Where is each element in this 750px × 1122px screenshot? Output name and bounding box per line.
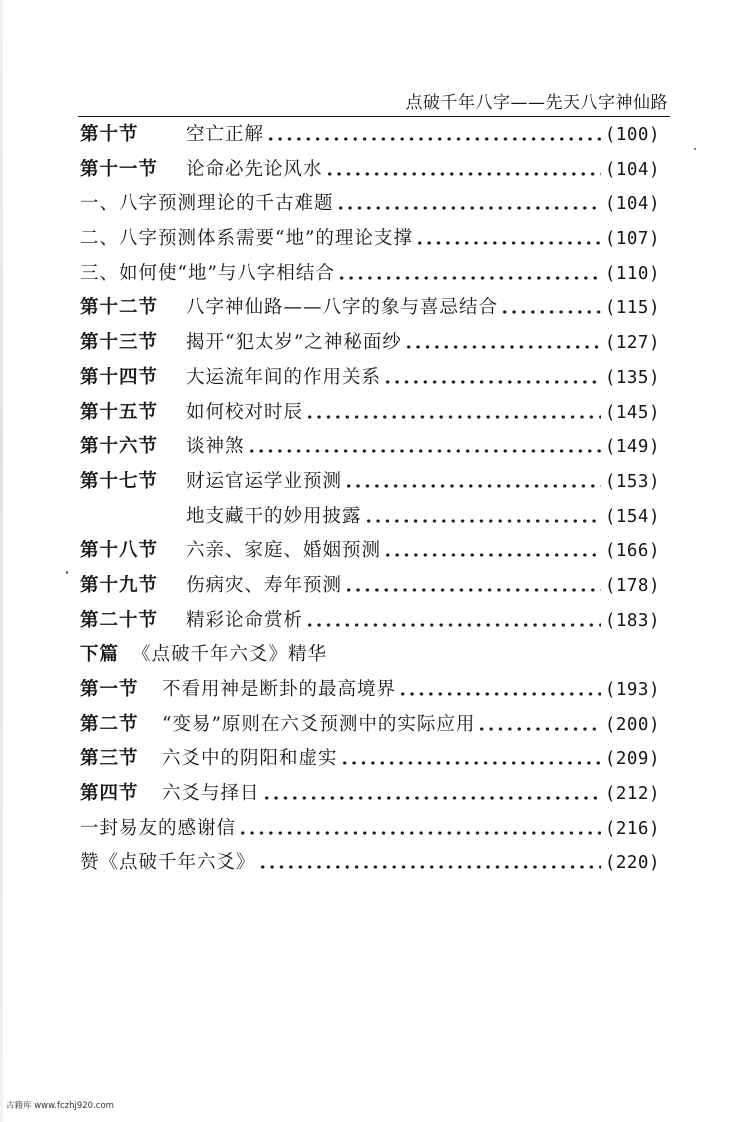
toc-entry	[80, 500, 660, 535]
toc-entry-title: “变易”原则在六爻预测中的实际应用	[162, 713, 476, 735]
toc-page-number: (135)	[604, 367, 660, 388]
toc-page-number: (145)	[604, 402, 660, 423]
dot-leader	[404, 342, 601, 352]
toc-page-number: (220)	[604, 853, 660, 874]
toc-page-number: (178)	[604, 575, 660, 596]
toc-entry-title: 如何校对时辰	[186, 401, 304, 423]
scan-edge	[0, 0, 3, 1122]
dot-leader	[305, 412, 601, 422]
dot-leader	[247, 446, 601, 456]
toc-entry-number: 第十五节	[80, 401, 159, 423]
toc-entry-title: 揭开“犯太岁”之神秘面纱	[186, 332, 402, 354]
toc-page-number: (110)	[604, 263, 660, 284]
toc-entry-number: 第四节	[80, 783, 139, 805]
toc-page-number: (115)	[604, 298, 660, 319]
dot-leader	[477, 724, 600, 734]
dot-leader	[262, 793, 601, 803]
toc-entry	[80, 118, 660, 153]
dot-leader	[336, 203, 601, 213]
table-of-contents	[80, 118, 660, 881]
toc-entry-title: 六亲、家庭、婚姻预测	[186, 540, 382, 562]
dot-leader	[258, 862, 601, 872]
toc-entry	[80, 604, 660, 639]
toc-entry-number: 第一节	[80, 679, 139, 700]
toc-entry-title: 《点破千年六爻》精华	[132, 644, 328, 666]
footer-watermark: 古籍库 www.fczhj920.com	[6, 1101, 114, 1111]
toc-entry-title: 地支藏干的妙用披露	[186, 505, 362, 527]
toc-entry	[80, 465, 660, 500]
toc-page-number: (166)	[604, 541, 660, 562]
dot-leader	[238, 828, 601, 838]
toc-entry-title: 财运官运学业预测	[186, 470, 343, 492]
toc-entry-title: 二、八字预测体系需要“地”的理论支撑	[80, 228, 413, 250]
toc-entry-title: 不看用神是断卦的最高境界	[162, 679, 397, 700]
dot-leader	[325, 169, 601, 179]
toc-entry	[80, 534, 660, 569]
toc-page-number: (216)	[604, 818, 660, 839]
dot-leader	[337, 273, 601, 283]
toc-entry	[80, 257, 660, 292]
toc-page-number: (200)	[604, 714, 660, 735]
toc-page-number: (100)	[604, 125, 660, 145]
dot-leader	[398, 689, 601, 699]
toc-entry	[80, 222, 660, 257]
scan-speck	[66, 571, 68, 574]
dot-leader	[340, 758, 601, 768]
toc-entry-number: 第十七节	[80, 470, 159, 492]
toc-page-number: (149)	[604, 437, 660, 458]
toc-entry-title: 精彩论命赏析	[186, 609, 304, 631]
toc-entry-number: 第十二节	[80, 297, 159, 319]
toc-entry-title: 伤病灾、寿年预测	[186, 574, 343, 596]
toc-page-number: (209)	[604, 749, 660, 770]
toc-page-number: (104)	[604, 159, 660, 180]
toc-page-number: (127)	[604, 333, 660, 354]
toc-entry-number: 第二节	[80, 713, 139, 735]
toc-entry	[80, 187, 660, 222]
toc-entry	[80, 673, 660, 708]
dot-leader	[344, 481, 601, 491]
toc-entry	[80, 430, 660, 465]
dot-leader	[305, 620, 601, 630]
toc-entry-number: 第二十节	[80, 609, 159, 631]
toc-entry	[80, 742, 660, 777]
toc-entry	[80, 153, 660, 188]
toc-entry	[80, 777, 660, 812]
toc-page-number: (153)	[604, 471, 660, 492]
toc-entry-title: 六爻与择日	[162, 783, 260, 805]
toc-entry-title: 一、八字预测理论的千古难题	[80, 193, 334, 215]
toc-page-number: (183)	[604, 610, 660, 631]
toc-entry-number: 下篇	[80, 644, 120, 666]
toc-entry	[80, 638, 660, 673]
toc-entry-number: 第十六节	[80, 436, 159, 458]
toc-entry-title: 赞《点破千年六爻》	[80, 852, 256, 874]
dot-leader	[266, 134, 601, 144]
toc-entry	[80, 569, 660, 604]
toc-entry-title: 空亡正解	[186, 124, 265, 145]
toc-entry	[80, 291, 660, 326]
toc-entry-title: 三、如何使“地”与八字相结合	[80, 262, 335, 284]
dot-leader	[344, 585, 601, 595]
toc-page-number: (104)	[604, 194, 660, 215]
toc-entry-title: 六爻中的阴阳和虚实	[162, 748, 338, 770]
toc-page-number: (193)	[604, 680, 660, 700]
dot-leader	[383, 377, 601, 387]
toc-page-number: (107)	[604, 229, 660, 250]
toc-entry-number: 第十八节	[80, 540, 159, 562]
toc-entry-title: 八字神仙路——八字的象与喜忌结合	[186, 297, 499, 319]
toc-entry-number: 第十节	[80, 124, 139, 145]
toc-entry	[80, 708, 660, 743]
dot-leader	[383, 550, 601, 560]
toc-entry-number: 第十九节	[80, 574, 159, 596]
toc-entry	[80, 812, 660, 847]
toc-entry-number: 第十四节	[80, 366, 159, 388]
toc-entry-title: 谈神煞	[186, 436, 245, 458]
toc-entry-title: 论命必先论风水	[186, 158, 323, 180]
toc-entry	[80, 846, 660, 881]
toc-page-number: (154)	[604, 506, 660, 527]
toc-entry	[80, 326, 660, 361]
dot-leader	[500, 307, 601, 317]
running-header: 点破千年八字——先天八字神仙路	[405, 93, 668, 113]
toc-entry-number: 第十一节	[80, 158, 159, 180]
scan-speck	[694, 148, 696, 150]
toc-entry	[80, 361, 660, 396]
toc-page-number: (212)	[604, 784, 660, 805]
header-rule	[78, 116, 670, 117]
toc-entry-number: 第三节	[80, 748, 139, 770]
dot-leader	[415, 238, 601, 248]
toc-entry-number: 第十三节	[80, 332, 159, 354]
dot-leader	[364, 516, 601, 526]
toc-entry-title: 一封易友的感谢信	[80, 817, 237, 839]
toc-entry	[80, 396, 660, 431]
toc-entry-title: 大运流年间的作用关系	[186, 366, 382, 388]
